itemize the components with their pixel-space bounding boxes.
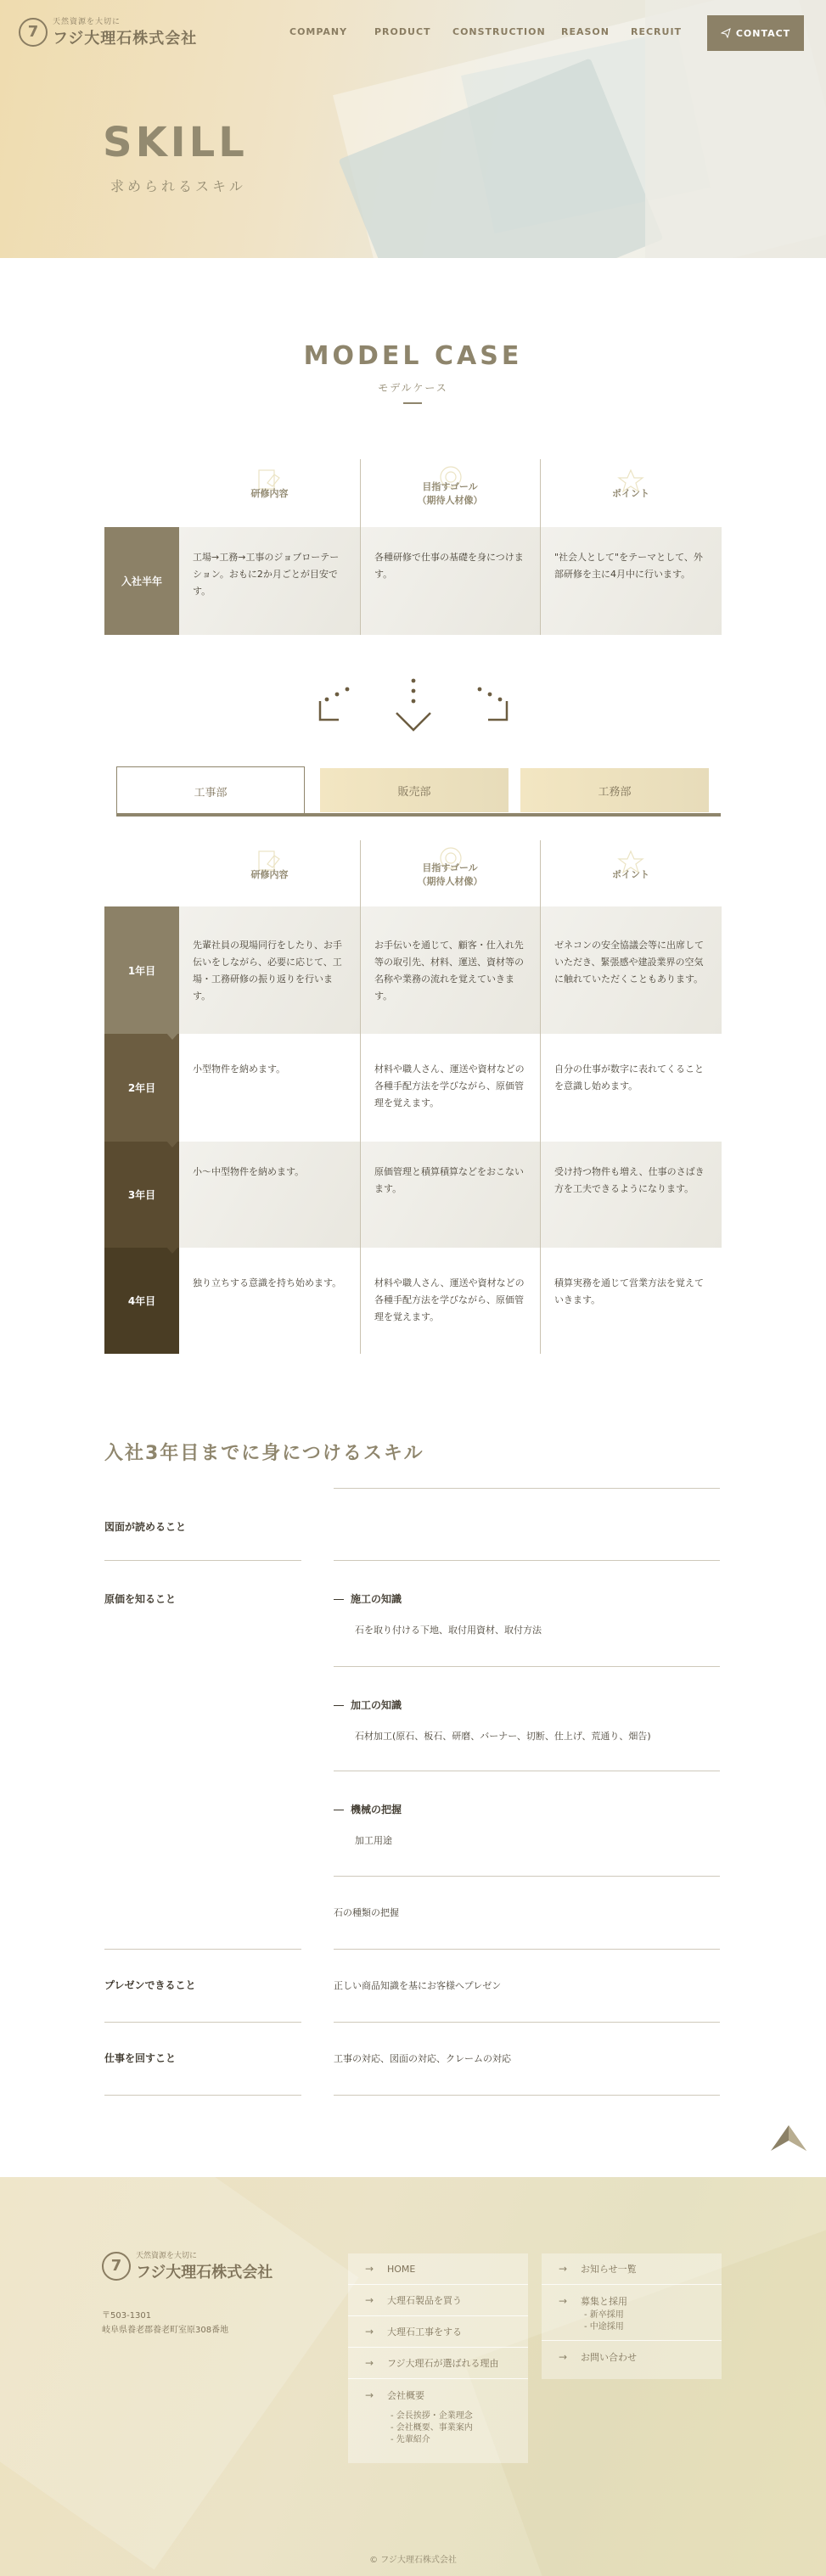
- footer-link-recruit[interactable]: → 募集と採用: [542, 2285, 722, 2316]
- cell-goal: 各種研修で仕事の基礎を身につけます。: [361, 527, 540, 635]
- department-tabs: [116, 766, 721, 817]
- nav-recruit[interactable]: RECRUIT: [631, 26, 683, 37]
- page-subtitle: 求められるスキル: [110, 178, 246, 194]
- footer-link-buy[interactable]: → 大理石製品を買う: [348, 2285, 528, 2316]
- column-divider: [540, 840, 541, 1354]
- cell-goal: 原価管理と積算積算などをおこないます。: [361, 1142, 540, 1248]
- page-top-icon[interactable]: [769, 2122, 808, 2152]
- footer-sublink[interactable]: - 先輩紹介: [391, 2435, 430, 2444]
- divider: [334, 2022, 720, 2023]
- header-point: ポイント: [540, 840, 722, 908]
- footer-nav-secondary: [542, 2253, 722, 2379]
- down-arrows-icon: [318, 676, 509, 735]
- footer-link-company[interactable]: → 会社概要: [348, 2379, 528, 2410]
- logo-mark-icon: 7: [19, 18, 48, 47]
- cell-point: 積算実務を通じて営業方法を覚えていきます。: [541, 1248, 722, 1354]
- presentation-desc: 正しい商品知識を基にお客様へプレゼン: [334, 1980, 502, 1991]
- nav-construction[interactable]: CONSTRUCTION: [452, 26, 546, 37]
- divider: [334, 1876, 720, 1877]
- row-notch-icon: [166, 1032, 179, 1041]
- divider: [104, 2022, 301, 2023]
- column-divider: [540, 527, 541, 635]
- model-case-row: [104, 527, 722, 635]
- workflow-desc: 工事の対応、図面の対応、クレームの対応: [334, 2053, 511, 2064]
- header-point: ポイント: [540, 459, 722, 527]
- dept-row-year1: [104, 906, 722, 1034]
- site-logo[interactable]: [19, 15, 197, 48]
- cell-training: 工場→工務→工事のジョブローテーション。おもに2か月ごとが目安です。: [179, 527, 360, 635]
- section-divider: [403, 402, 422, 404]
- skill-cost: 原価を知ること: [104, 1593, 177, 1605]
- page-title: SKILL: [103, 119, 248, 166]
- footer-address: 〒503-1301 岐阜県養老郡養老町室原308番地: [102, 2311, 229, 2335]
- row-label: 3年目: [104, 1142, 179, 1248]
- cost-item-stone-types: 石の種類の把握: [334, 1907, 399, 1918]
- cell-goal: お手伝いを通じて、顧客・仕入れ先等の取引先、材料、運送、資材等の名称や業務の流れを覚えていきます。: [361, 906, 540, 1034]
- row-label: 入社半年: [104, 527, 179, 635]
- cell-point: "社会人として"をテーマとして、外部研修を主に4月中に行います。: [541, 527, 722, 635]
- footer-sublink[interactable]: - 中途採用: [542, 2321, 722, 2341]
- cost-item-processing: 加工の知識 石材加工(原石、板石、研磨、バーナー、切断、仕上げ、荒通り、畑告): [334, 1698, 720, 1743]
- logo-name: フジ大理石株式会社: [53, 30, 198, 48]
- tabs-underline: [116, 813, 721, 817]
- dept-row-year2: [104, 1034, 722, 1142]
- footer-link-home[interactable]: → HOME: [348, 2253, 528, 2285]
- divider: [334, 1560, 720, 1561]
- dept-row-year4: [104, 1248, 722, 1354]
- footer-sublink[interactable]: - 会社概要、事業案内: [391, 2423, 473, 2433]
- skill-drawing: 図面が読めること: [104, 1521, 187, 1533]
- model-case-subtitle: モデルケース: [378, 382, 448, 394]
- footer-sublink[interactable]: - 新卒採用: [584, 2310, 624, 2320]
- site-footer: [0, 2177, 826, 2576]
- nav-reason[interactable]: REASON: [561, 26, 610, 37]
- row-notch-icon: [166, 1140, 179, 1148]
- cell-point: 自分の仕事が数字に表れてくることを意識し始めます。: [541, 1034, 722, 1142]
- cell-point: 受け持つ物件も増え、仕事のさばき方を工夫できるようになります。: [541, 1142, 722, 1248]
- divider: [334, 1666, 720, 1667]
- skill-workflow: 仕事を回すこと: [104, 2052, 177, 2064]
- logo-mark-icon: 7: [102, 2252, 131, 2281]
- logo-tagline: 天然資源を大切に: [136, 2252, 198, 2260]
- column-divider: [360, 527, 361, 635]
- nav-company[interactable]: COMPANY: [289, 26, 348, 37]
- divider: [334, 2095, 720, 2096]
- tab-construction-dept[interactable]: 工事部: [116, 766, 305, 816]
- paper-plane-icon: [721, 28, 731, 38]
- cell-goal: 材料や職人さん、運送や資材などの各種手配方法を学びながら、原価管理を覚えます。: [361, 1034, 540, 1142]
- row-notch-icon: [166, 1246, 179, 1254]
- row-label: 1年目: [104, 906, 179, 1034]
- footer-link-construction[interactable]: → 大理石工事をする: [348, 2316, 528, 2348]
- header-training: 研修内容: [179, 459, 360, 527]
- divider: [334, 1949, 720, 1950]
- cell-point: ゼネコンの安全協議会等に出席していただき、緊張感や建設業界の空気に触れていただくこともあります。: [541, 906, 722, 1034]
- cost-item-machines: 機械の把握 加工用途: [334, 1802, 720, 1847]
- header-goal: 目指すゴール （期待人材像）: [360, 459, 540, 527]
- dept-table-header: [104, 840, 722, 908]
- cell-training: 先輩社員の現場同行をしたり、お手伝いをしながら、必要に応じて、工場・工務研修の振り返りを行います。: [179, 906, 360, 1034]
- cell-training: 小型物件を納めます。: [179, 1034, 360, 1142]
- tab-sales-dept[interactable]: 販売部: [320, 768, 509, 812]
- divider: [104, 1560, 301, 1561]
- model-case-title: MODEL CASE: [303, 341, 523, 371]
- header-training: 研修内容: [179, 840, 360, 908]
- cell-training: 独り立ちする意識を持ち始めます。: [179, 1248, 360, 1354]
- row-label: 2年目: [104, 1034, 179, 1142]
- footer-link-reason[interactable]: → フジ大理石が選ばれる理由: [348, 2348, 528, 2379]
- column-divider: [360, 840, 361, 1354]
- contact-button[interactable]: [707, 15, 804, 51]
- logo-tagline: 天然資源を大切に: [53, 18, 121, 26]
- cost-item-construction: 施工の知識 石を取り付ける下地、取付用資材、取付方法: [334, 1591, 720, 1636]
- contact-label: CONTACT: [735, 27, 791, 39]
- divider: [334, 1488, 720, 1489]
- tab-engineering-dept[interactable]: 工務部: [520, 768, 709, 812]
- skills-title: 入社3年目までに身につけるスキル: [104, 1443, 424, 1464]
- cell-goal: 材料や職人さん、運送や資材などの各種手配方法を学びながら、原価管理を覚えます。: [361, 1248, 540, 1354]
- footer-link-news[interactable]: → お知らせ一覧: [542, 2253, 722, 2285]
- divider: [104, 2095, 301, 2096]
- dept-row-year3: [104, 1142, 722, 1248]
- copyright: © フジ大理石株式会社: [369, 2556, 457, 2565]
- divider: [104, 1949, 301, 1950]
- row-label: 4年目: [104, 1248, 179, 1354]
- footer-nav-primary: [348, 2253, 528, 2463]
- footer-link-contact[interactable]: → お問い合わせ: [542, 2341, 722, 2372]
- footer-bg-shape: [0, 2177, 358, 2569]
- cell-training: 小～中型物件を納めます。: [179, 1142, 360, 1248]
- footer-logo[interactable]: [102, 2249, 273, 2282]
- footer-sublink[interactable]: - 会長挨拶・企業理念: [391, 2411, 473, 2421]
- skill-presentation: プレゼンできること: [104, 1979, 196, 1991]
- logo-name: フジ大理石株式会社: [136, 2264, 273, 2281]
- model-case-table-header: [104, 459, 722, 527]
- nav-product[interactable]: PRODUCT: [374, 26, 431, 37]
- header-goal: 目指すゴール （期待人材像）: [360, 840, 540, 908]
- hero-banner: [0, 0, 826, 258]
